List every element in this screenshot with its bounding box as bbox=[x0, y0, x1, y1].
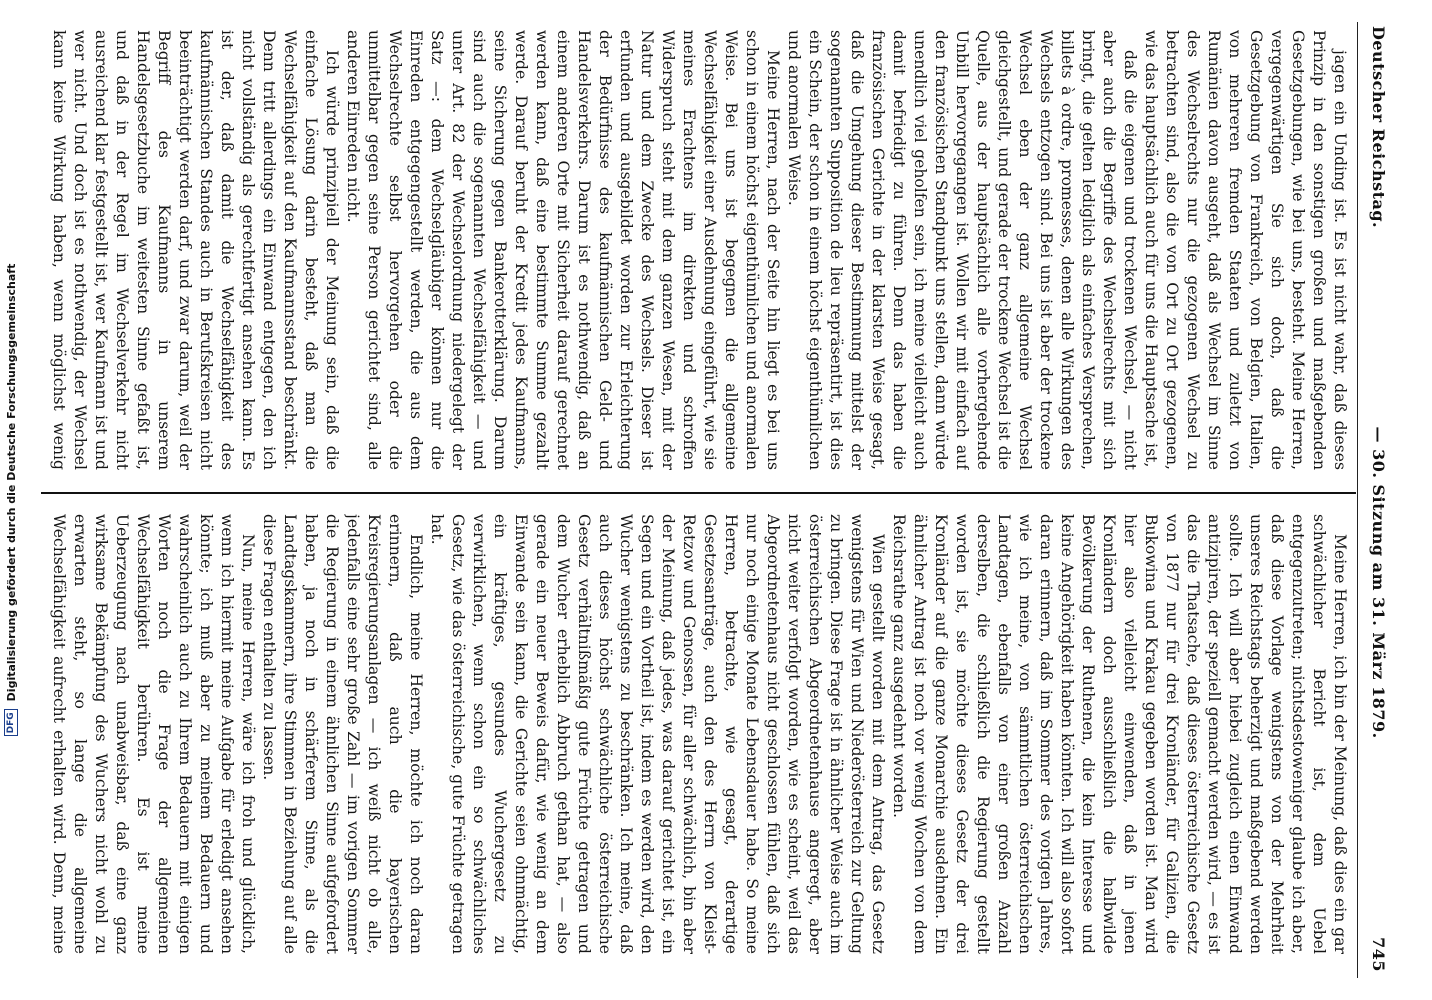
paragraph: Meine Herren, ich bin der Meinung, daß dies ein gar schwächlicher Bericht ist, dem Uebel entgegenzutreten; nichtsdestoweniger glaube ich aber, daß diese Vorlage wenigstens von der Mehrheit unseres Reichstags beherzigt und maßgebend werden sollte. Ich will aber hiebei zugleich einen Einwand antizipiren, der speziell gemacht werden wird, — es ist das die Thatsache, daß dieses österreichische Gesetz von 1877 nur für drei Kronländer, für Galizien, die Bukowina und Krakau gegeben worden ist. Man wird hier also vielleicht einwenden, daß in jenen Kronländern doch ausschließlich die halbwilde Bevölkerung der Ruthenen, die kein Interesse und keine Angehörigkeit haben könnten. Ich will also sofort daran erinnern, daß im Sommer des vorigen Jahres, wie ich meine, von sämmtlichen österreichischen Landtagen, ebenfalls von einer großen Anzahl derselben, die schließlich die Regierung gestellt worden ist, sie möchte dieses Gesetz der drei Kronländer auf die ganze Monarchie ausdehnen. Ein ähnlicher Antrag ist noch vor wenig Wochen von dem Reichsrathe ganz ausgedehnt worden. bbox=[890, 514, 1349, 954]
digitization-credit-text: Digitalisierung gefördert durch die Deutsche Forschungsgemeinschaft bbox=[4, 263, 18, 702]
running-head-session: — 30. Sitzung am 31. März 1879. bbox=[1369, 426, 1388, 739]
running-head-title: Deutscher Reichstag. bbox=[1369, 26, 1388, 229]
text-column-left bbox=[50, 30, 1350, 470]
paragraph: Nun, meine Herren, wäre ich froh und glücklich, wenn ich hiermit meine Aufgabe für erledigt ansehen könnte; ich muß aber zu meinem Bedauern und wahrscheinlich auch zu Ihrem Bedauern mit einigen Worten noch die Frage der allgemeinen Wechselfähigkeit berühren. Es ist meine Ueberzeugung nach unabweisbar, daß eine ganz wirksame Bekämpfung des Wuchers nicht wohl zu erwarten steht, so lange die allgemeine Wechselfähigkeit aufrecht erhalten wird. Denn, meine bbox=[50, 514, 257, 954]
header-rule bbox=[1357, 22, 1358, 978]
page-number: 745 bbox=[1369, 937, 1388, 972]
paragraph: daß die eigenen und trockenen Wechsel, — nicht aber auch die Begriffe des Wechselrechts mit sich bringt, die gelten lediglich als einfaches Versprechen, billets à ordre, promesses, denen alle Wirkungen des Wechsels entzogen sind. Bei uns ist aber der trockene Wechsel eben der ganz allgemeine Wechsel gleichgestellt, und gerade der trockene Wechsel ist die Quelle, aus der hauptsächlich alle vorhergehende Unbill hervorgegangen ist. Wollen wir mit einfach auf den französischen Standpunkt uns stellen, dann würde unendlich viel geholfen sein, ich meine vielleicht auch damit befriedigt zu führen. Denn das haben die französischen Gerichte in der klarsten Weise gesagt, daß die Umgehung dieser Bestimmung mittelst der sogenannten Supposition de lieu repräsentirt, ist dies ein Schein, der schon in einem höchst eigenthümlichen und anormalen Weise. bbox=[785, 30, 1139, 470]
column-divider bbox=[41, 492, 1356, 494]
dfg-logo: DFG bbox=[4, 709, 18, 736]
rotated-page-content bbox=[34, 22, 1396, 978]
paragraph: jagen ein Unding ist. Es ist nicht wahr, daß dieses Prinzip in den sonstigen großen und maßgebenden Gesetzgebungen, wie bei uns, besteht. Meine Herren, vergegenwärtigen Sie sich doch, daß die Gesetzgebung von Frankreich, von Belgien, Italien, von mehreren fremden Staaten und zuletzt von Rumänien davon ausgeht, daß als Wechsel im Sinne des Wechselrechts nur die gezogenen Wechsel zu betrachten sind, also die von Ort zu Ort gezogenen, wie das hauptsächlich auch für uns die Hauptsache ist, bbox=[1142, 30, 1349, 470]
paragraph: Ich würde prinzipiell der Meinung sein, daß die einfache Lösung darin besteht, daß man die Wechselfähigkeit auf den Kaufmannsstand beschränkt. Denn tritt allerdings ein Einwand entgegen, den ich nicht vollständig als gerechtfertigt ansehen kann. Es ist der, daß damit die Wechselfähigkeit des kaufmännischen Standes auch in Berufskreisen nicht beeinträchtigt werden darf, und zwar darum, weil der Begriff des Kaufmanns in unserem Handelsgesetzbuche im weitesten Sinne gefaßt ist, und daß in der Regel im Wechselverkehr nicht ausreichend klar festgestellt ist, wer Kaufmann ist und wer nicht. Und doch ist es nothwendig, der Wechsel kann keine Wirkung haben, wenn möglichst wenig bbox=[50, 30, 341, 470]
paragraph: Meine Herren, nach der Seite hin liegt es bei uns schon in einem höchst eigenthümlichen und anormalen Weise. Bei uns ist begegnen die allgemeine Wechselfähigkeit einer Ausdehnung eingeführt, wie sie meines Erachtens im direkten und schroffen Widerspruch steht mit dem ganzen Wesen, mit der Natur und dem Zwecke des Wechsels. Dieser ist erfunden und ausgebildet worden zur Erleichterung der Bedürfnisse des kaufmännischen Geld- und Handelsverkehrs. Darum ist es nothwendig, daß an einem anderen Orte mit Sicherheit darauf gerechnet werden kann, daß eine bestimmte Summe gezahlt werde. Darauf beruht der Kredit jedes Kaufmanns, seine Sicherung gegen Bankerotterklärung. Darum sind auch die sogenannten Wechselfähigkeit — und unter Art. 82 der Wechselordnung niedergelegt der Satz —: dem Wechselgläubiger können nur die Einreden entgegengestellt werden, die aus dem Wechselrechte selbst hervorgehen oder die unmittelbar gegen seine Person gerichtet sind, alle anderen Einreden nicht. bbox=[344, 30, 782, 470]
paragraph: Endlich, meine Herren, möchte ich noch daran erinnern, daß auch die bayerischen Kreisregierungsanlagen — ich weiß nicht ob alle, jedenfalls eine sehr große Zahl — im vorigen Sommer die Regierung in einem ähnlichen Sinne aufgefordert haben, ja noch in schärferem Sinne, als die Landtagskammern, ihre Stimmen in Beziehung auf alle diese Fragen enthalten zu lassen. bbox=[260, 514, 425, 954]
running-head bbox=[1360, 22, 1388, 978]
text-column-right bbox=[50, 514, 1350, 954]
scanned-page bbox=[34, 22, 1396, 978]
digitization-credit-sidebar bbox=[0, 0, 22, 1000]
paragraph: Wien gestellt worden mit dem Antrag, das Gesetz wenigstens für Wien und Niederösterreich zur Geltung zu bringen. Diese Frage ist in ähnlicher Weise auch im österreichischen Abgeordnetenhause angeregt, aber nicht weiter verfolgt worden, wie es scheint, weil das Abgeordnetenhaus nicht geschlossen fühlen, daß sich nur noch einige Monate Lebensdauer habe. So meine Herren, betrachte, wie gesagt, derartige Gesetzesanträge, auch den des Herrn von Kleist-Retzow und Genossen, für aller schwächlich, bin aber der Meinung, daß jedes, was darauf gerichtet ist, ein Segen und ein Vortheil ist, indem es werden wird, den Wucher wenigstens zu beschränken. Ich meine, daß auch dieses höchst schwächliche österreichische Gesetz verhältnißmäßig gute Früchte getragen und dem Wucher erheblich Abbruch gethan hat, — also gerade ein neuer Beweis dafür, wie wenig an dem Einwande sein kann, die Gerichte seien ohnmächtig, ein kräftiges, gesundes Wuchergesetz zu verwirklichen, wenn schon ein so schwächliches Gesetz, wie das österreichische, gute Früchte getragen hat. bbox=[428, 514, 887, 954]
